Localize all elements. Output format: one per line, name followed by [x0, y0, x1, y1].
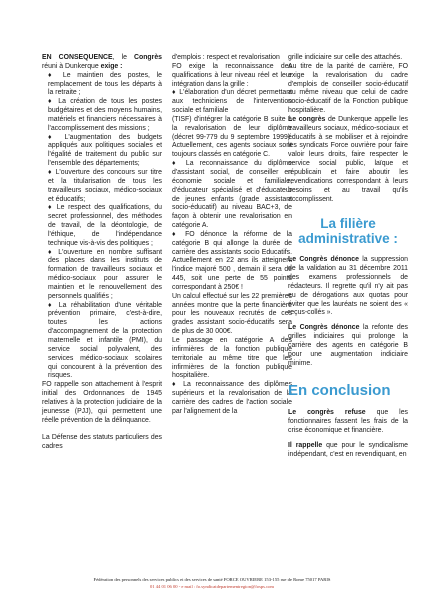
- denonce-paragraph: [288, 256, 408, 318]
- intro: [42, 54, 162, 72]
- intro-rest: , le: [112, 54, 127, 61]
- denonce-bold: Le Congrès dénonce: [288, 256, 359, 264]
- denonce-paragraph: [288, 324, 408, 368]
- refuse-bold: Le congrès refuse: [288, 409, 366, 417]
- bullet-item: ♦ FO dénonce la réforme de la catégorie B qui allonge la durée de carrière des assistants socio Educatifs. Actuellement en 22 ans ils atteignent l'indice majoré 500 , demain il sera de 445, soit une perte de 55 points correspondant à 250€ !: [172, 230, 292, 291]
- column-2: [172, 54, 292, 417]
- bullet-item: ♦ L'élaboration d'un décret permettant aux techniciens de l'intervention sociale et familiale: [172, 89, 292, 115]
- bullet-item: ♦ La réhabilitation d'une véritable prévention primaire, c'est-à-dire, toutes les actions d'accompagnement de la protection maternelle et infantile (PMI), du service social polyvalent, des services médico-sociaux scolaires qui concourent à la prévention des risques.: [48, 301, 162, 380]
- fo-rappel-paragraph: FO rappelle son attachement à l'esprit initial des Ordonnances de 1945 relatives à la protection judiciaire de la jeunesse (PJJ), qui permettent une réelle prévention de la délinquance.: [42, 381, 162, 424]
- defense-paragraph: La Défense des statuts particuliers des cadres: [42, 434, 162, 451]
- refuse-text: que les fonctionnaires fassent les frais de la crise économique et financière.: [288, 409, 408, 435]
- congres-text: de Dunkerque appelle les travailleurs sociaux, médico-sociaux et éducatifs à se mobiliser et à rejoindre les syndicats Force ouvrière pour faire valoir leurs droits, faire respecter le service social public, laïque et républicain et faire aboutir les revendications correspondant à leurs besoins et au travail qu'ils accomplissent.: [288, 115, 408, 203]
- rappelle-text: que pour le syndicalisme indépendant, c'est en revendiquant, en: [288, 442, 408, 458]
- denonce-bold: Le Congrès dénonce: [288, 324, 360, 332]
- paragraph: Un calcul effectué sur les 22 premières années montre que la perte financière pour les nouveaux recrutés de ces grades assistant socio-éducatifs sera de plus de 30 000€.: [172, 292, 292, 336]
- intro-location: réuni à Dunkerque: [42, 62, 99, 70]
- bullet-item: ♦ La reconnaissance du diplôme d'assistant social, de conseiller en économie sociale et familiale, d'éducateur spécialisé et d'éducateur de jeunes enfants (grade assistant socio-éducatif) au niveau BAC+3, de façon à obtenir une revalorisation en catégorie A.: [172, 160, 292, 230]
- congres-paragraph: [288, 116, 408, 204]
- bullet-item: ♦ L'ouverture en nombre suffisant des places dans les instituts de formation de travailleurs sociaux et médico-sociaux pour assurer le maintien et le renouvellement des personnels qualifiés ;: [48, 248, 162, 300]
- bullet-item: ♦ Le maintien des postes, le remplacement de tous les départs à la retraite ;: [48, 71, 162, 97]
- bullet-item: ♦ La reconnaissance des diplômes supérieurs et la revalorisation de la carrière des cadres de l'action sociale par l'alignement de la: [172, 381, 292, 415]
- denonce-text: la suppression de la validation au 31 décembre 2011 des examens professionnels de rédacteurs. Il regrette qu'il n'y ait pas eu de dérogations aux quotas pour éviter que les lauréats ne soient des « reçus-collés ».: [288, 256, 408, 317]
- section-heading-line: La filière: [320, 216, 376, 232]
- section-heading-filiere: [288, 216, 408, 246]
- column-3: [288, 54, 408, 460]
- refuse-paragraph: [288, 409, 408, 436]
- continuation-text: d'emplois : respect et revalorisation: [172, 54, 280, 61]
- bullet-item: ♦ L'augmentation des budgets appliqués aux politiques sociales et l'égalité de traitement du public sur l'ensemble des départements;: [48, 133, 162, 168]
- intro-exige: exige :: [100, 62, 123, 70]
- footer-address: Fédération des personnels des services publics et des services de santé FORCE OUVRIERE 153-155 rue de Rome 75017 PARIS: [93, 577, 331, 582]
- bullet-item: ♦ Le respect des qualifications, du secret professionnel, des méthodes de travail, de la déontologie, de l'éthique, de l'indépendance technique vis-à-vis des politiques ;: [48, 204, 162, 247]
- bullet-item: ♦ La création de tous les postes budgétaires et des moyens humains, matériels et financiers nécessaires à l'accomplissement des missions ;: [48, 98, 162, 132]
- column-1: [42, 54, 162, 452]
- paragraph: Le passage en catégorie A des infirmières de la fonction publique territoriale au même titre que les infirmières de la fonction publique hospitalière.: [172, 337, 292, 380]
- footer-contact: 01 44 01 06 00 - e mail : fo.syndicatdepartementregion@fosps.com: [149, 584, 275, 589]
- section-heading-conclusion: En conclusion: [288, 382, 391, 400]
- intro-congres: Congrès: [134, 54, 162, 61]
- paragraph: Au titre de la parité de carrière, FO exige la revalorisation du cadre d'emplois de conseiller socio-éducatif au même niveau que celui de cadre socio-éducatif de la Fonction publique hospitalière.: [288, 62, 408, 115]
- congres-bold: Le congrès: [288, 115, 326, 123]
- section-heading-line: administrative :: [298, 231, 398, 247]
- continuation-text: grille indiciaire sur celle des attachés.: [288, 54, 403, 61]
- rappelle-paragraph: [288, 442, 408, 460]
- paragraph: (TISF) d'intégrer la catégorie B suite à la revalorisation de leur diplôme (décret 99-779 du 9 septembre 1999). Actuellement, ces agents sociaux sont toujours classés en catégorie C.: [172, 115, 292, 159]
- denonce-text: la refonte des grilles indiciaires qui prolonge la carrière des agents en catégorie B pour une augmentation indiciaire minime.: [288, 324, 408, 367]
- rappelle-bold: Il rappelle: [288, 442, 323, 449]
- bullet-item: ♦ L'ouverture des concours sur titre et la titularisation de tous les travailleurs sociaux, médico-sociaux et éducatifs;: [48, 168, 162, 203]
- paragraph: FO exige la reconnaissance des qualifications à leur niveau réel et leur intégration dans la grille :: [172, 62, 292, 88]
- intro-bold: EN CONSEQUENCE: [42, 54, 113, 61]
